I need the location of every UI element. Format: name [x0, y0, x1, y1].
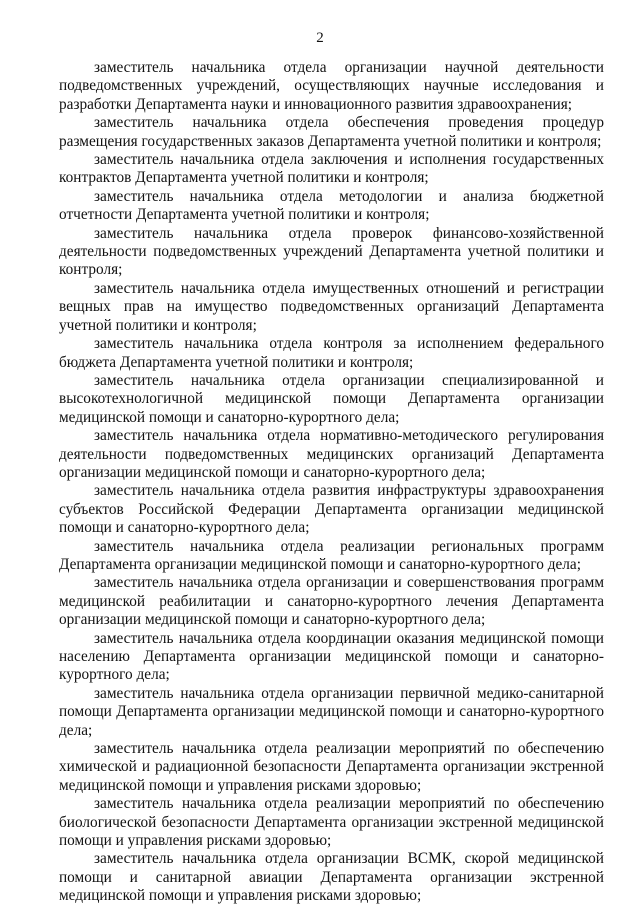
paragraph: заместитель начальника отдела реализации мероприятий по обеспечению биологической безопасности Департамента организации экстренной медицинской помощи и управления рисками здоровью;: [59, 795, 604, 850]
paragraph: заместитель начальника отдела реализации региональных программ Департамента организации медицинской помощи и санаторно-курортного дела;: [59, 537, 604, 573]
paragraph: заместитель начальника отдела реализации мероприятий по обеспечению химической и радиационной безопасности Департамента организации экстренной медицинской помощи и управления рисками здоровью;: [59, 740, 604, 794]
paragraph: заместитель начальника отдела имущественных отношений и регистрации вещных прав на имущество подведомственных организаций Департамента учетной политики и контроля;: [59, 279, 604, 334]
paragraph: заместитель начальника отдела организации ВСМК, скорой медицинской помощи и санитарной авиации Департамента организации экстренной медицинской помощи и управления рисками здоровью;: [59, 850, 604, 905]
paragraph: заместитель начальника отдела развития инфраструктуры здравоохранения субъектов Российской Федерации Департамента организации медицинской помощи и санаторно-курортного дела;: [59, 482, 604, 537]
paragraph: заместитель начальника отдела организации первичной медико-санитарной помощи Департамента организации медицинской помощи и санаторно-курортного дела;: [59, 684, 604, 739]
paragraph: заместитель начальника отдела проверок финансово-хозяйственной деятельности подведомственных учреждений Департамента учетной политики и контроля;: [59, 224, 604, 279]
page-number: 2: [316, 30, 324, 46]
paragraph: заместитель начальника отдела методологии и анализа бюджетной отчетности Департамента учетной политики и контроля;: [59, 187, 604, 224]
paragraph: заместитель начальника отдела контроля за исполнением федерального бюджета Департамента учетной политики и контроля;: [59, 335, 604, 371]
paragraph: заместитель начальника отдела организации специализированной и высокотехнологичной медицинской помощи Департамента организации медицинской помощи и санаторно-курортного дела;: [59, 371, 604, 426]
paragraph: заместитель начальника отдела нормативно-методического регулирования деятельности подведомственных медицинских организаций Департамента организации медицинской помощи и санаторно-курортного дела;: [59, 427, 604, 481]
paragraph: заместитель начальника отдела заключения и исполнения государственных контрактов Департамента учетной политики и контроля;: [59, 151, 604, 187]
paragraph: заместитель начальника отдела координации оказания медицинской помощи населению Департамента организации медицинской помощи и санаторно-курортного дела;: [59, 629, 604, 684]
paragraph: заместитель начальника отдела организации и совершенствования программ медицинской реабилитации и санаторно-курортного лечения Департамента организации медицинской помощи и санаторно-курортного дела;: [59, 574, 604, 629]
document-body: [59, 59, 604, 906]
paragraph: заместитель начальника отдела обеспечения проведения процедур размещения государственных заказов Департамента учетной политики и контроля;: [59, 114, 604, 150]
paragraph: заместитель начальника отдела организации научной деятельности подведомственных учреждений, осуществляющих научные исследования и разработки Департамента науки и инновационного развития здравоохранения;: [59, 59, 604, 113]
